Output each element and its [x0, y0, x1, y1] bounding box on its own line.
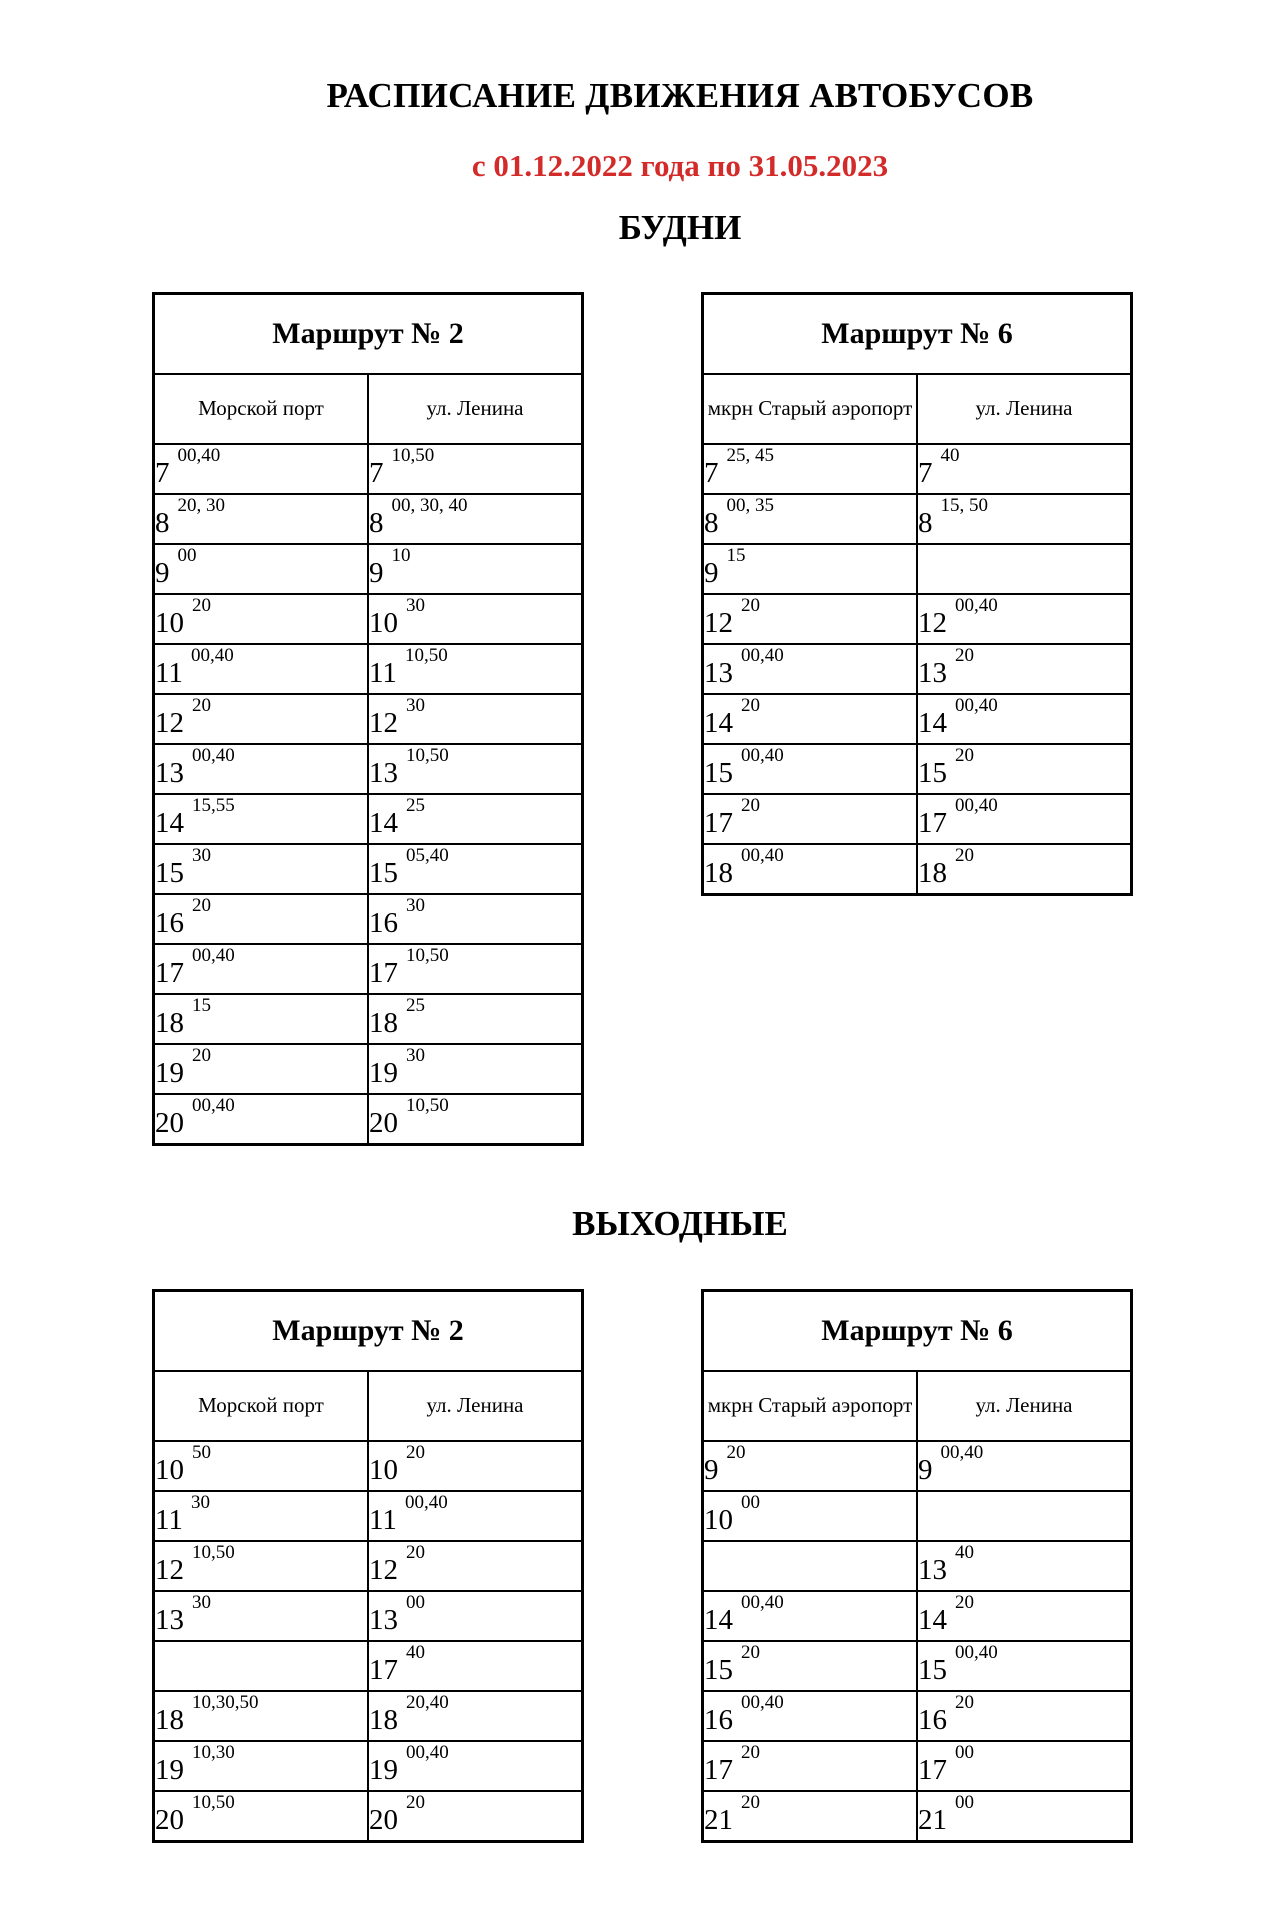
time-cell: [368, 1791, 583, 1842]
time-cell: [703, 1641, 918, 1691]
minutes: 20: [741, 795, 760, 816]
minutes: 20: [741, 1742, 760, 1763]
minutes: 00,40: [955, 1642, 998, 1663]
minutes: 15, 50: [940, 495, 988, 516]
minutes: 00,40: [192, 945, 235, 966]
table-row: [703, 1441, 1132, 1491]
table-row: [154, 494, 583, 544]
hour: 16: [704, 1704, 733, 1736]
table-row: [154, 1094, 583, 1145]
table-row: [703, 1591, 1132, 1641]
time-cell: [368, 1491, 583, 1541]
time-cell: [368, 644, 583, 694]
minutes: 20: [192, 895, 211, 916]
time-cell: [154, 894, 369, 944]
table-row: [703, 594, 1132, 644]
minutes: 00,40: [741, 645, 784, 666]
hour: 15: [704, 757, 733, 789]
minutes: 00,40: [741, 1692, 784, 1713]
time-cell: [368, 894, 583, 944]
time-cell: [154, 1441, 369, 1491]
table-row: [703, 444, 1132, 494]
route-title: Маршрут № 6: [703, 294, 1132, 375]
hour: 11: [155, 1504, 183, 1536]
weekend-route-2-table: [152, 1289, 584, 1843]
hour: 19: [369, 1754, 398, 1786]
minutes: 20: [192, 695, 211, 716]
hour: 16: [155, 907, 184, 939]
time-cell: [703, 1791, 918, 1842]
hour: 8: [369, 507, 384, 539]
time-cell: [917, 794, 1132, 844]
time-cell: [917, 694, 1132, 744]
minutes: 00,40: [190, 645, 234, 666]
minutes: 50: [192, 1442, 211, 1463]
table-row: [703, 1741, 1132, 1791]
time-cell: [368, 1741, 583, 1791]
hour: 12: [369, 1554, 398, 1586]
minutes: 10,50: [192, 1542, 235, 1563]
stop-name: ул. Ленина: [368, 374, 583, 444]
hour: 13: [369, 1604, 398, 1636]
table-row: [154, 744, 583, 794]
minutes: 20: [741, 595, 760, 616]
hour: 17: [369, 1654, 398, 1686]
time-cell: [368, 744, 583, 794]
table-row: [703, 494, 1132, 544]
time-cell: [368, 1641, 583, 1691]
hour: 17: [704, 807, 733, 839]
time-cell: [368, 494, 583, 544]
hour: 17: [369, 957, 398, 989]
time-cell: [154, 1641, 369, 1691]
table-row: [154, 444, 583, 494]
minutes: 20: [406, 1792, 425, 1813]
minutes: 30: [406, 595, 425, 616]
minutes: 10,50: [404, 645, 448, 666]
time-cell: [368, 794, 583, 844]
minutes: 10,50: [192, 1792, 235, 1813]
hour: 13: [155, 757, 184, 789]
time-cell: [917, 594, 1132, 644]
time-cell: [368, 594, 583, 644]
hour: 15: [369, 857, 398, 889]
time-cell: [703, 1741, 918, 1791]
time-cell: [703, 794, 918, 844]
hour: 10: [369, 607, 398, 639]
minutes: 00,40: [741, 745, 784, 766]
stop-name: ул. Ленина: [917, 374, 1132, 444]
time-cell: [154, 794, 369, 844]
hour: 17: [704, 1754, 733, 1786]
hour: 13: [704, 657, 733, 689]
weekend-route-6-table: [701, 1289, 1133, 1843]
time-cell: [154, 694, 369, 744]
minutes: 25: [406, 995, 425, 1016]
minutes: 20: [192, 595, 211, 616]
time-cell: [917, 1691, 1132, 1741]
weekend-heading: ВЫХОДНЫЕ: [572, 1204, 788, 1243]
time-cell: [154, 544, 369, 594]
time-cell: [154, 744, 369, 794]
time-cell: [368, 1691, 583, 1741]
hour: 18: [369, 1704, 398, 1736]
hour: 8: [918, 507, 933, 539]
minutes: 20: [741, 695, 760, 716]
weekday-heading: БУДНИ: [618, 208, 742, 247]
minutes: 00,40: [955, 595, 998, 616]
time-cell: [154, 844, 369, 894]
hour: 13: [155, 1604, 184, 1636]
hour: 11: [155, 657, 183, 689]
hour: 19: [155, 1754, 184, 1786]
hour: 18: [155, 1007, 184, 1039]
table-row: [703, 844, 1132, 895]
time-cell: [154, 994, 369, 1044]
table-row: [154, 1491, 583, 1541]
route-title: Маршрут № 6: [703, 1291, 1132, 1372]
minutes: 10,30,50: [192, 1692, 259, 1713]
time-cell: [368, 1591, 583, 1641]
hour: 9: [704, 557, 719, 589]
minutes: 40: [406, 1642, 425, 1663]
minutes: 10,50: [406, 1095, 449, 1116]
hour: 8: [704, 507, 719, 539]
time-cell: [703, 1591, 918, 1641]
time-cell: [703, 1491, 918, 1541]
hour: 20: [369, 1107, 398, 1139]
hour: 7: [155, 457, 170, 489]
time-cell: [154, 1691, 369, 1741]
table-row: [154, 1044, 583, 1094]
minutes: 30: [406, 695, 425, 716]
hour: 15: [155, 857, 184, 889]
hour: 17: [155, 957, 184, 989]
table-row: [703, 1491, 1132, 1541]
time-cell: [917, 844, 1132, 895]
hour: 7: [918, 457, 933, 489]
minutes: 20: [955, 1592, 974, 1613]
minutes: 00,40: [177, 445, 221, 466]
hour: 15: [918, 1654, 947, 1686]
hour: 13: [918, 1554, 947, 1586]
table-row: [703, 644, 1132, 694]
page-title: РАСПИСАНИЕ ДВИЖЕНИЯ АВТОБУСОВ: [326, 76, 1034, 115]
time-cell: [917, 544, 1132, 594]
time-cell: [368, 1441, 583, 1491]
minutes: 20: [192, 1045, 211, 1066]
minutes: 20: [955, 645, 974, 666]
minutes: 20: [955, 745, 974, 766]
time-cell: [154, 1094, 369, 1145]
time-cell: [368, 994, 583, 1044]
stop-name: Морской порт: [154, 374, 369, 444]
minutes: 20: [406, 1542, 425, 1563]
table-row: [154, 994, 583, 1044]
table-row: [154, 794, 583, 844]
hour: 16: [369, 907, 398, 939]
minutes: 20, 30: [177, 495, 225, 516]
hour: 16: [918, 1704, 947, 1736]
stop-name: Морской порт: [154, 1371, 369, 1441]
route-title: Маршрут № 2: [154, 294, 583, 375]
time-cell: [917, 444, 1132, 494]
minutes: 00,40: [406, 1742, 449, 1763]
time-cell: [154, 1591, 369, 1641]
minutes: 00, 35: [726, 495, 774, 516]
table-row: [154, 644, 583, 694]
table-row: [154, 1691, 583, 1741]
minutes: 15: [726, 545, 746, 566]
table-row: [154, 944, 583, 994]
hour: 12: [918, 607, 947, 639]
minutes: 00,40: [192, 745, 235, 766]
time-cell: [368, 694, 583, 744]
time-cell: [154, 1044, 369, 1094]
table-row: [154, 1541, 583, 1591]
time-cell: [917, 1641, 1132, 1691]
stop-name: мкрн Старый аэропорт: [703, 374, 918, 444]
minutes: 30: [192, 1592, 211, 1613]
hour: 14: [918, 707, 947, 739]
time-cell: [917, 1441, 1132, 1491]
stop-name: ул. Ленина: [917, 1371, 1132, 1441]
date-range: с 01.12.2022 года по 31.05.2023: [471, 148, 889, 183]
time-cell: [154, 1791, 369, 1842]
time-cell: [368, 944, 583, 994]
time-cell: [154, 444, 369, 494]
table-row: [154, 844, 583, 894]
minutes: 40: [955, 1542, 974, 1563]
time-cell: [154, 594, 369, 644]
table-row: [154, 894, 583, 944]
hour: 12: [704, 607, 733, 639]
minutes: 30: [406, 1045, 425, 1066]
hour: 9: [155, 557, 170, 589]
time-cell: [917, 744, 1132, 794]
hour: 7: [704, 457, 719, 489]
table-row: [154, 1741, 583, 1791]
minutes: 10,50: [406, 945, 449, 966]
hour: 21: [918, 1804, 947, 1836]
table-row: [154, 544, 583, 594]
table-row: [154, 1791, 583, 1842]
minutes: 15,55: [192, 795, 235, 816]
minutes: 00: [406, 1592, 425, 1613]
stop-name: мкрн Старый аэропорт: [703, 1371, 918, 1441]
time-cell: [154, 944, 369, 994]
time-cell: [703, 1541, 918, 1591]
time-cell: [368, 444, 583, 494]
time-cell: [703, 1441, 918, 1491]
table-row: [703, 1691, 1132, 1741]
table-row: [154, 1441, 583, 1491]
hour: 14: [704, 707, 733, 739]
table-row: [154, 594, 583, 644]
time-cell: [917, 494, 1132, 544]
time-cell: [703, 594, 918, 644]
hour: 17: [918, 1754, 947, 1786]
time-cell: [154, 1741, 369, 1791]
minutes: 20: [406, 1442, 425, 1463]
time-cell: [703, 694, 918, 744]
hour: 9: [369, 557, 384, 589]
hour: 10: [704, 1504, 733, 1536]
table-row: [154, 694, 583, 744]
time-cell: [154, 1541, 369, 1591]
weekday-route-6-table: [701, 292, 1133, 896]
time-cell: [917, 1591, 1132, 1641]
table-row: [703, 544, 1132, 594]
time-cell: [917, 644, 1132, 694]
minutes: 20,40: [406, 1692, 449, 1713]
minutes: 00: [955, 1792, 974, 1813]
minutes: 20: [741, 1792, 760, 1813]
minutes: 40: [940, 445, 960, 466]
hour: 19: [369, 1057, 398, 1089]
time-cell: [917, 1791, 1132, 1842]
route-title: Маршрут № 2: [154, 1291, 583, 1372]
time-cell: [917, 1491, 1132, 1541]
hour: 9: [704, 1454, 719, 1486]
minutes: 20: [955, 1692, 974, 1713]
hour: 12: [155, 1554, 184, 1586]
time-cell: [368, 1541, 583, 1591]
minutes: 00,40: [955, 795, 998, 816]
stop-name: ул. Ленина: [368, 1371, 583, 1441]
minutes: 30: [190, 1492, 210, 1513]
minutes: 20: [726, 1442, 746, 1463]
minutes: 20: [955, 845, 974, 866]
minutes: 05,40: [406, 845, 449, 866]
table-row: [703, 794, 1132, 844]
minutes: 15: [192, 995, 211, 1016]
hour: 12: [155, 707, 184, 739]
time-cell: [703, 1691, 918, 1741]
hour: 9: [918, 1454, 933, 1486]
minutes: 10,30: [192, 1742, 235, 1763]
hour: 12: [369, 707, 398, 739]
minutes: 30: [192, 845, 211, 866]
hour: 14: [704, 1604, 733, 1636]
time-cell: [703, 844, 918, 895]
hour: 18: [155, 1704, 184, 1736]
table-row: [703, 744, 1132, 794]
time-cell: [917, 1741, 1132, 1791]
hour: 21: [704, 1804, 733, 1836]
minutes: 10,50: [391, 445, 435, 466]
minutes: 20: [741, 1642, 760, 1663]
minutes: 00,40: [940, 1442, 984, 1463]
time-cell: [368, 1094, 583, 1145]
hour: 18: [369, 1007, 398, 1039]
time-cell: [154, 1491, 369, 1541]
time-cell: [368, 544, 583, 594]
time-cell: [917, 1541, 1132, 1591]
minutes: 25: [406, 795, 425, 816]
table-row: [703, 1541, 1132, 1591]
hour: 14: [918, 1604, 947, 1636]
hour: 8: [155, 507, 170, 539]
minutes: 00: [955, 1742, 974, 1763]
time-cell: [703, 444, 918, 494]
table-row: [154, 1591, 583, 1641]
time-cell: [154, 644, 369, 694]
hour: 20: [369, 1804, 398, 1836]
hour: 10: [155, 1454, 184, 1486]
minutes: 00,40: [404, 1492, 448, 1513]
minutes: 00,40: [741, 1592, 784, 1613]
hour: 11: [369, 1504, 397, 1536]
table-row: [703, 1791, 1132, 1842]
hour: 20: [155, 1804, 184, 1836]
hour: 13: [918, 657, 947, 689]
minutes: 00,40: [192, 1095, 235, 1116]
hour: 15: [918, 757, 947, 789]
minutes: 10,50: [406, 745, 449, 766]
hour: 7: [369, 457, 384, 489]
time-cell: [703, 644, 918, 694]
hour: 18: [918, 857, 947, 889]
hour: 14: [369, 807, 398, 839]
minutes: 00, 30, 40: [391, 495, 468, 516]
hour: 10: [155, 607, 184, 639]
minutes: 00: [741, 1492, 760, 1513]
weekday-route-2-table: [152, 292, 584, 1146]
time-cell: [154, 494, 369, 544]
time-cell: [703, 544, 918, 594]
minutes: 30: [406, 895, 425, 916]
minutes: 00,40: [741, 845, 784, 866]
minutes: 25, 45: [726, 445, 774, 466]
time-cell: [368, 844, 583, 894]
hour: 11: [369, 657, 397, 689]
time-cell: [703, 744, 918, 794]
time-cell: [703, 494, 918, 544]
hour: 10: [369, 1454, 398, 1486]
table-row: [154, 1641, 583, 1691]
hour: 20: [155, 1107, 184, 1139]
table-row: [703, 1641, 1132, 1691]
hour: 19: [155, 1057, 184, 1089]
hour: 18: [704, 857, 733, 889]
hour: 17: [918, 807, 947, 839]
minutes: 10: [391, 545, 411, 566]
minutes: 00,40: [955, 695, 998, 716]
minutes: 00: [177, 545, 197, 566]
table-row: [703, 694, 1132, 744]
hour: 15: [704, 1654, 733, 1686]
hour: 14: [155, 807, 184, 839]
hour: 13: [369, 757, 398, 789]
time-cell: [368, 1044, 583, 1094]
